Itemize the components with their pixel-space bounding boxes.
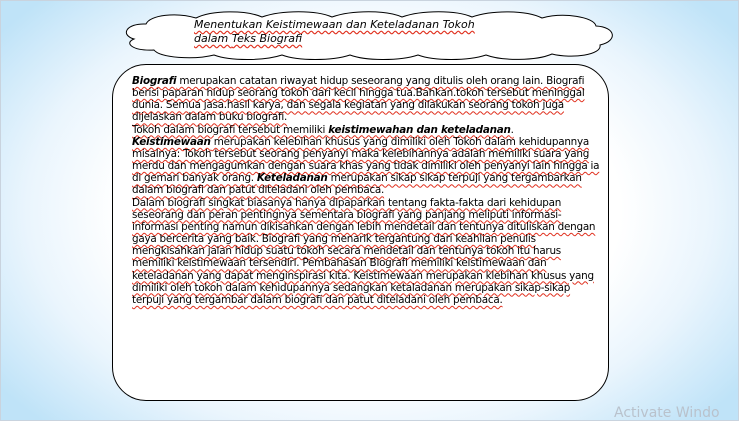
title-line-1 (194, 18, 524, 32)
paragraph-biografi-singkat-text: Dalam biografi singkat biasanya hanya dipaparkan tentang fakta-fakta dari kehidupan seseorang dan peran pentingnya sementara biografi yang panjang meliputi informasi-informasi penting namun dikisahkan dengan lebih mendetail dan tentunya dituliskan dengan gaya bercerita yang baik. Biografi yang menarik tergantung dari keahlian penulis mengkisahkan jalan hidup suatu tokoh secara mendetail dan tentunya tokoh itu harus memiliki keistimewaan tersendiri. Pembahasan Biografi memiliki keistimewaan dan keteladanan yang dapat menginspirasi kita. Keistimewaan merupakan klebihan khusus yang dimiliki oleh tokoh dalam kehidupannya sedangkan ketaladanan merupakan sikap-sikap terpuji yang tergambar dalam biografi dan patut diteladani oleh pembaca. (132, 196, 596, 306)
slide-title (194, 18, 524, 46)
paragraph-definition (132, 75, 602, 124)
term-biografi: Biografi (132, 75, 177, 87)
activate-windows-watermark: Activate Windo (614, 405, 720, 421)
paragraph-keteladanan-text: merupakan sikap sikap terpuji yang tergambarkan dalam biografi dan patut diteladani oleh pembaca. (132, 172, 582, 197)
paragraph-keistimewaan (132, 136, 602, 197)
paragraph-biografi-singkat (132, 197, 602, 306)
paragraph-definition-text: merupakan catatan riwayat hidup seseorang yang ditulis oleh orang lain. Biografi berisi paparan hidup seorang tokoh dari kecil hingga tua.Bahkan.tokoh tersebut meninggal dunia. Semua jasa.hasil karya, dan segala kegiatan yang dilakukan seorang tokoh juga dijelaskan dalam buku biografi. (132, 75, 585, 124)
term-keistimewahan-keteladanan: keistimewahan dan keteladanan (328, 123, 511, 136)
paragraph-tokoh-end: . (510, 123, 514, 136)
title-line-2-underlined: Teks Biografi (231, 32, 303, 45)
biography-text (132, 75, 602, 306)
title-line-2-prefix: dalam (194, 32, 232, 45)
paragraph-keistimewaan-text: merupakan kelebihan khusus yang dimiliki oleh Tokoh dalam kehidupannya misalnya: Tokoh tersebut seorang penyanyi maka kelebihannya adalah memiliki suara yang merdu dan mengagumkan dengan suara khas yang tidak dimiliki oleh penyanyi lain hingga ia di gemari banyak orang. (132, 135, 600, 185)
paragraph-tokoh-text: Tokoh dalam biografi tersebut memiliki (132, 123, 329, 136)
term-keistimewaan: Keistimewaan (132, 135, 211, 148)
paragraph-tokoh (132, 124, 602, 136)
title-line-2 (194, 32, 524, 46)
title-line-1-text: Menentukan Keistimewaan dan Keteladanan Tokoh (194, 18, 475, 31)
term-keteladanan: Keteladanan (256, 172, 328, 185)
